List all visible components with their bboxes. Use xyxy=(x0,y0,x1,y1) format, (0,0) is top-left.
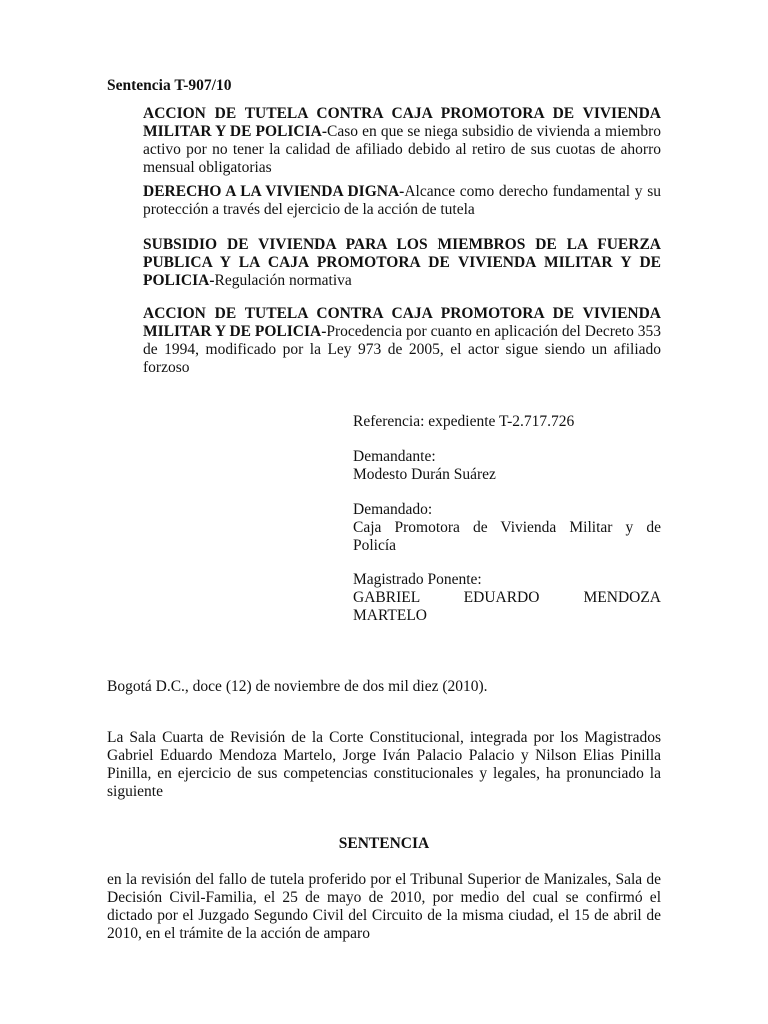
body-paragraph: en la revisión del fallo de tutela proferido por el Tribunal Superior de Manizales, Sala de Decisión Civil-Familia, el 25 de mayo de 2010, por medio del cual se confirmó el dictado por el Juzgado Segundo Civil del Circuito de la misma ciudad, el 15 de abril de 2010, en el trámite de la acción de amparo xyxy=(107,871,661,942)
reference-expediente: Referencia: expediente T-2.717.726 xyxy=(353,413,575,430)
plaintiff-label: Demandante: xyxy=(353,448,436,465)
reporting-judge-label: Magistrado Ponente: xyxy=(353,571,482,588)
summary-item xyxy=(143,305,661,377)
plaintiff-name: Modesto Durán Suárez xyxy=(353,466,496,483)
intro-paragraph: La Sala Cuarta de Revisión de la Corte Constitucional, integrada por los Magistrados Gabriel Eduardo Mendoza Martelo, Jorge Iván Palacio Palacio y Nilson Elias Pinilla Pinilla, en ejercicio de sus competencias constitucionales y legales, ha pronunciado la siguiente xyxy=(107,729,661,800)
date-line: Bogotá D.C., doce (12) de noviembre de dos mil diez (2010). xyxy=(107,678,488,695)
summary-item xyxy=(143,105,661,177)
summary-text: Alcance como derecho fundamental y su protección a través del ejercicio de la acción de tutela xyxy=(143,183,661,218)
reporting-judge-name-line1: GABRIEL EDUARDO MENDOZA xyxy=(353,589,661,606)
summary-heading: SUBSIDIO DE VIVIENDA PARA LOS MIEMBROS DE LA FUERZA PUBLICA Y LA CAJA PROMOTORA DE VIVIENDA MILITAR Y DE POLICIA- xyxy=(143,236,661,289)
defendant-name-line1: Caja Promotora de Vivienda Militar y de xyxy=(353,519,661,536)
summary-text: Regulación normativa xyxy=(214,272,352,289)
summary-text: Procedencia por cuanto en aplicación del Decreto 353 de 1994, modificado por la Ley 973 de 2005, el actor sigue siendo un afiliado forzoso xyxy=(143,323,661,376)
document-title: Sentencia T-907/10 xyxy=(107,77,232,94)
section-heading: SENTENCIA xyxy=(338,835,430,852)
defendant-name-line2: Policía xyxy=(353,537,397,554)
summary-heading: ACCION DE TUTELA CONTRA CAJA PROMOTORA DE VIVIENDA MILITAR Y DE POLICIA- xyxy=(143,305,661,340)
case-reference xyxy=(353,413,661,431)
reporting-judge-block xyxy=(353,571,661,625)
summary-heading: ACCION DE TUTELA CONTRA CAJA PROMOTORA DE VIVIENDA MILITAR Y DE POLICIA- xyxy=(143,105,661,140)
defendant-block xyxy=(353,501,661,555)
summary-item xyxy=(143,236,661,290)
reporting-judge-name-line2: MARTELO xyxy=(353,607,427,624)
summary-heading: DERECHO A LA VIVIENDA DIGNA- xyxy=(143,183,405,200)
summary-item xyxy=(143,183,661,219)
defendant-label: Demandado: xyxy=(353,501,433,518)
summary-text: Caso en que se niega subsidio de vivienda a miembro activo por no tener la calidad de afiliado debido al retiro de sus cuotas de ahorro mensual obligatorias xyxy=(143,123,661,176)
plaintiff-block xyxy=(353,448,661,484)
